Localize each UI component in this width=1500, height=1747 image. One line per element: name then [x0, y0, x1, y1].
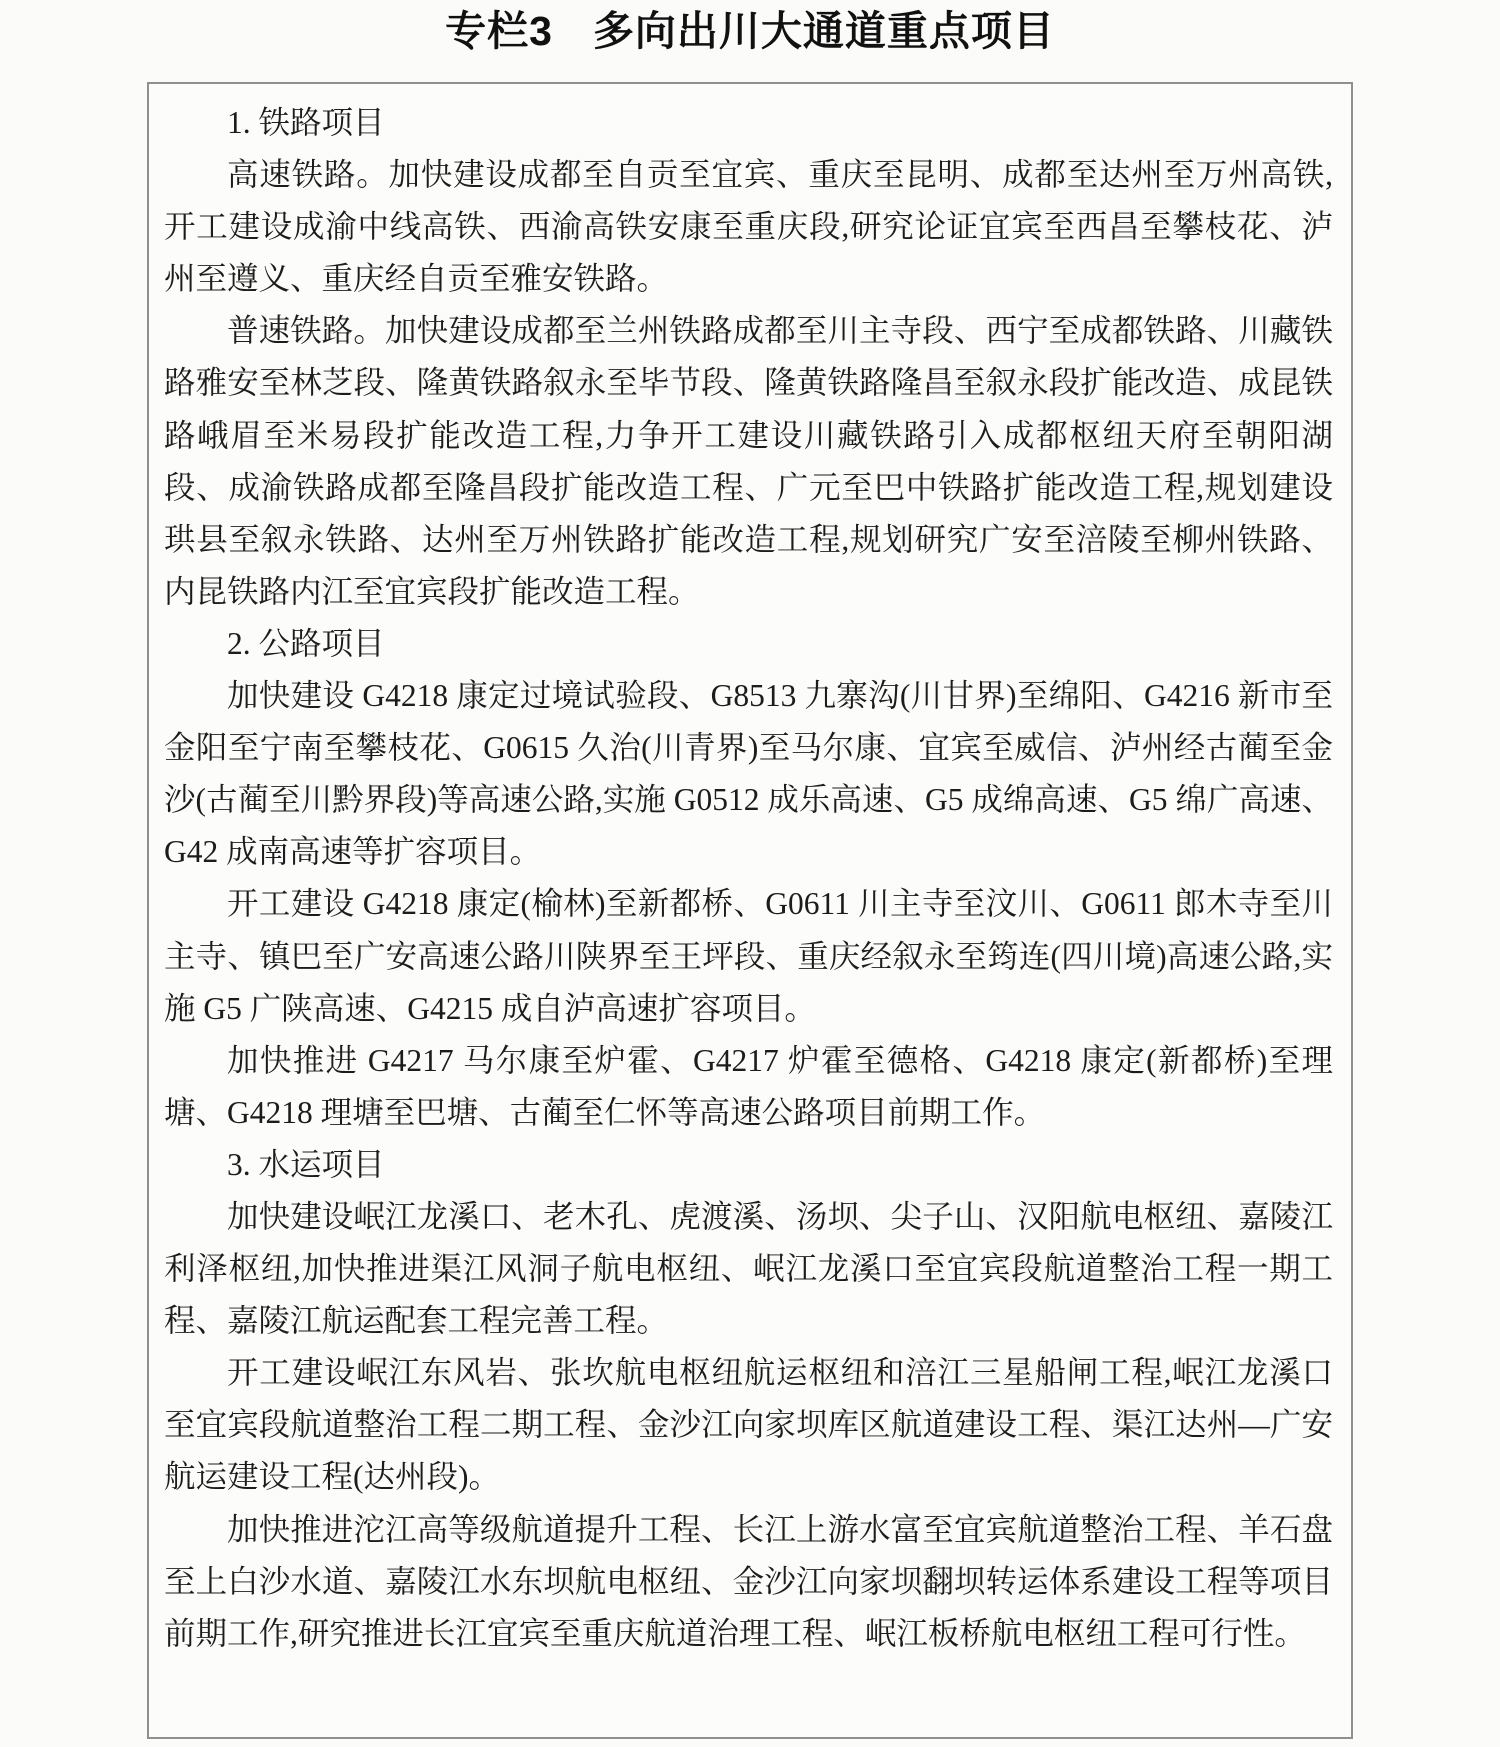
box-title-text: 多向出川大通道重点项目: [592, 8, 1055, 54]
column-box: [147, 82, 1353, 1739]
paragraph: 加快建设 G4218 康定过境试验段、G8513 九寨沟(川甘界)至绵阳、G4216 新市至金阳至宁南至攀枝花、G0615 久治(川青界)至马尔康、宜宾至威信、泸州经古蔺至金沙(古蔺至川黔界段)等高速公路,实施 G0512 成乐高速、G5 成绵高速、G5 绵广高速、G42 成南高速等扩容项目。: [164, 678, 1333, 870]
box-title: [0, 0, 1500, 55]
paragraph: 普速铁路。加快建设成都至兰州铁路成都至川主寺段、西宁至成都铁路、川藏铁路雅安至林芝段、隆黄铁路叙永至毕节段、隆黄铁路隆昌至叙永段扩能改造、成昆铁路峨眉至米易段扩能改造工程,力争开工建设川藏铁路引入成都枢纽天府至朝阳湖段、成渝铁路成都至隆昌段扩能改造工程、广元至巴中铁路扩能改造工程,规划建设珙县至叙永铁路、达州至万州铁路扩能改造工程,规划研究广安至涪陵至柳州铁路、内昆铁路内江至宜宾段扩能改造工程。: [164, 313, 1333, 609]
paragraph: 加快建设岷江龙溪口、老木孔、虎渡溪、汤坝、尖子山、汉阳航电枢纽、嘉陵江利泽枢纽,加快推进渠江风洞子航电枢纽、岷江龙溪口至宜宾段航道整治工程一期工程、嘉陵江航运配套工程完善工程。: [164, 1198, 1333, 1339]
section-heading: 1. 铁路项目: [227, 105, 385, 140]
paragraph: 开工建设岷江东风岩、张坎航电枢纽航运枢纽和涪江三星船闸工程,岷江龙溪口至宜宾段航道整治工程二期工程、金沙江向家坝库区航道建设工程、渠江达州—广安航运建设工程(达州段)。: [164, 1355, 1333, 1495]
box-title-label: 专栏3: [445, 8, 553, 54]
section-heading: 2. 公路项目: [227, 625, 385, 661]
paragraph: 加快推进 G4217 马尔康至炉霍、G4217 炉霍至德格、G4218 康定(新都桥)至理塘、G4218 理塘至巴塘、古蔺至仁怀等高速公路项目前期工作。: [164, 1042, 1333, 1130]
section-heading: 3. 水运项目: [227, 1146, 385, 1182]
paragraph: 高速铁路。加快建设成都至自贡至宜宾、重庆至昆明、成都至达州至万州高铁,开工建设成渝中线高铁、西渝高铁安康至重庆段,研究论证宜宾至西昌至攀枝花、泸州至遵义、重庆经自贡至雅安铁路。: [164, 157, 1333, 297]
paragraph: 加快推进沱江高等级航道提升工程、长江上游水富至宜宾航道整治工程、羊石盘至上白沙水道、嘉陵江水东坝航电枢纽、金沙江向家坝翻坝转运体系建设工程等项目前期工作,研究推进长江宜宾至重庆航道治理工程、岷江板桥航电枢纽工程可行性。: [164, 1511, 1333, 1651]
paragraph: 开工建设 G4218 康定(榆林)至新都桥、G0611 川主寺至汶川、G0611 郎木寺至川主寺、镇巴至广安高速公路川陕界至王坪段、重庆经叙永至筠连(四川境)高速公路,实施 G5 广陕高速、G4215 成自泸高速扩容项目。: [164, 886, 1333, 1026]
